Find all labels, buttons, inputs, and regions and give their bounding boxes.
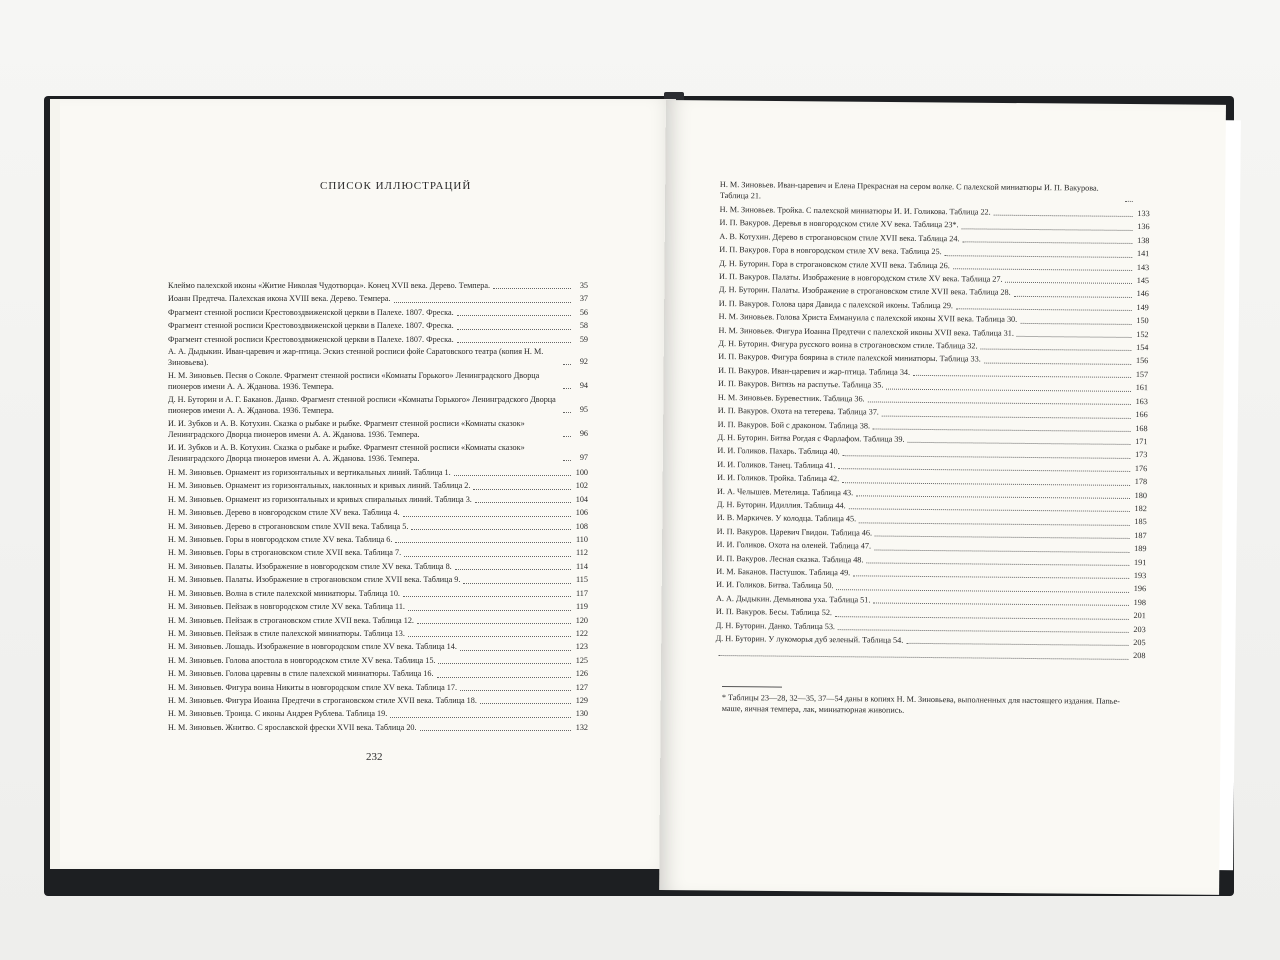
toc-entry-page: 97: [579, 452, 588, 462]
toc-entry-title: Д. Н. Буторин. У лукоморья дуб зеленый. Таблица 54.: [715, 633, 904, 645]
toc-entry: [168, 667, 588, 680]
toc-leader-dots: [962, 241, 1132, 245]
toc-entry-page: 117: [576, 588, 588, 598]
toc-leader-dots: [563, 387, 571, 389]
toc-entry: [168, 279, 588, 292]
toc-leader-dots: [454, 474, 571, 476]
toc-entry-page: 132: [575, 722, 588, 732]
toc-leader-dots: [438, 662, 571, 664]
toc-leader-dots: [868, 401, 1131, 406]
toc-entry: [168, 292, 588, 305]
toc-entry: [168, 560, 588, 573]
toc-entry: [168, 306, 588, 319]
toc-entry: [168, 370, 588, 392]
toc-entry-title: И. И. Зубков и А. В. Котухин. Сказка о рыбаке и рыбке. Фрагмент стенной росписи «Комнаты сказок» Ленинградского Дворца пионеров имени А. А. Жданова. 1936. Темпера.: [168, 443, 525, 464]
toc-entry-title: Иоанн Предтеча. Палехская икона XVIII века. Дерево. Темпера.: [168, 294, 391, 304]
toc-entry-page: 114: [576, 561, 588, 571]
toc-entry-title: Н. М. Зиновьев. Палаты. Изображение в строгановском стиле XVII века. Таблица 9.: [168, 575, 461, 585]
toc-entry-page: 150: [1136, 316, 1149, 326]
toc-entry-page: 136: [1137, 222, 1150, 232]
toc-entry-page: 123: [575, 642, 588, 652]
toc-entry-title: А. В. Котухин. Дерево в строгановском стиле XVII века. Таблица 24.: [719, 231, 960, 244]
toc-entry-page: 102: [575, 481, 588, 491]
toc-entry-title: Н. М. Зиновьев. Фигура воина Никиты в новгородском стиле XV века. Таблица 17.: [168, 682, 457, 692]
toc-leader-dots: [460, 689, 571, 691]
toc-entry-title: И. В. Маркичев. У колодца. Таблица 45.: [716, 513, 857, 524]
toc-entry-page: 173: [1135, 450, 1148, 460]
toc-leader-dots: [417, 622, 571, 624]
toc-entry-title: Н. М. Зиновьев. Горы в строгановском стиле XVII века. Таблица 7.: [168, 548, 402, 558]
toc-entry-page: 185: [1134, 517, 1147, 527]
toc-entry: [168, 520, 588, 533]
toc-leader-dots: [838, 628, 1129, 633]
toc-entry-page: 120: [575, 615, 588, 625]
toc-leader-dots: [394, 301, 571, 303]
toc-entry-title: Н. М. Зиновьев. Орнамент из горизонтальных и кривых спиральных линий. Таблица 3.: [168, 494, 472, 504]
toc-entry-page: 166: [1135, 410, 1148, 420]
toc-entry: [168, 694, 588, 707]
toc-leader-dots: [480, 702, 571, 704]
toc-entry-page: 119: [576, 602, 588, 612]
toc-entry-title: Д. Н. Буторин. Фигура русского воина в строгановском стиле. Таблица 32.: [718, 339, 978, 351]
toc-entry-page: 161: [1135, 383, 1149, 393]
toc-leader-dots: [874, 548, 1129, 552]
toc-entry-title: И. П. Вакуров. Иван-царевич и жар-птица. Таблица 34.: [718, 365, 911, 377]
toc-entry-page: 130: [575, 709, 588, 719]
toc-leader-dots: [437, 676, 571, 678]
toc-leader-dots: [981, 348, 1132, 351]
toc-entry-page: 126: [575, 669, 588, 679]
toc-entry: [168, 546, 588, 559]
toc-entry-title: И. И. Голиков. Тройка. Таблица 42.: [717, 473, 840, 484]
toc-entry-title: И. И. Голиков. Охота на оленей. Таблица 47.: [716, 540, 872, 551]
toc-entry-page: 168: [1135, 423, 1148, 433]
toc-entry-page: 110: [576, 535, 588, 545]
toc-entry-page: 104: [575, 494, 588, 504]
toc-entry-page: 92: [579, 356, 588, 366]
toc-entry-title: Н. М. Зиновьев. Тройка. С палехской миниатюры И. И. Голикова. Таблица 22.: [719, 204, 991, 217]
toc-entry: [168, 466, 588, 479]
toc-leader-dots: [1017, 335, 1132, 338]
toc-leader-dots: [866, 561, 1129, 566]
toc-entry-title: Н. М. Зиновьев. Дерево в новгородском стиле XV века. Таблица 4.: [168, 508, 400, 518]
toc-leader-dots: [563, 435, 571, 437]
footnote-text: * Таблицы 23—28, 32—35, 37—54 даны в копиях Н. М. Зиновьева, выполненных для настоящего издания. Папье-маше, яичная темпера, лак, миниатюрная живопись.: [721, 692, 1120, 715]
toc-leader-dots: [563, 411, 571, 413]
toc-leader-dots: [882, 414, 1131, 418]
toc-entry: [168, 346, 588, 368]
toc-entry-page: 182: [1134, 503, 1147, 514]
toc-entry-title: Н. М. Зиновьев. Дерево в строгановском стиле XVII века. Таблица 5.: [168, 521, 409, 531]
toc-leader-dots: [408, 635, 571, 637]
toc-entry-title: Н. М. Зиновьев. Палаты. Изображение в новгородском стиле XV века. Таблица 8.: [168, 561, 452, 571]
toc-leader-dots: [420, 729, 571, 731]
toc-entry: [168, 640, 588, 653]
toc-leader-dots: [849, 508, 1130, 513]
toc-entry-page: 106: [575, 508, 588, 518]
toc-entry-page: 112: [576, 548, 588, 558]
toc-entry-title: И. П. Вакуров. Фигура боярина в стиле палехской миниатюры. Таблица 33.: [718, 352, 981, 364]
toc-entry-title: Н. М. Зиновьев. Буревестник. Таблица 36.: [717, 392, 865, 404]
toc-entry-title: Н. М. Зиновьев. Голова апостола в новгородском стиле XV века. Таблица 15.: [168, 655, 436, 665]
toc-leader-dots: [835, 615, 1129, 620]
toc-entry: [168, 614, 588, 627]
toc-entry: [168, 418, 588, 440]
toc-entry-page: 58: [579, 321, 588, 331]
toc-entry-title: И. И. Голиков. Пахарь. Таблица 40.: [717, 446, 840, 457]
toc-entry-title: Н. М. Зиновьев. Троица. С иконы Андрея Рублева. Таблица 19.: [168, 709, 388, 719]
toc-entry-page: 201: [1133, 611, 1146, 621]
toc-entry-page: 196: [1133, 584, 1147, 594]
toc-entry-title: Н. М. Зиновьев. Лошадь. Изображение в новгородском стиле XV века. Таблица 14.: [168, 642, 457, 652]
toc-entry-page: 127: [575, 682, 588, 692]
footnote: [722, 686, 1122, 718]
toc-entry-page: 154: [1136, 343, 1149, 353]
toc-leader-dots: [411, 528, 571, 530]
toc-entry-page: 171: [1135, 436, 1148, 447]
toc-entry-page: 138: [1137, 235, 1150, 245]
toc-entry-page: 129: [575, 695, 588, 705]
toc-entry-title: И. П. Вакуров. Бесы. Таблица 52.: [715, 607, 833, 618]
toc-leader-dots: [962, 227, 1133, 231]
toc-entry-page: 203: [1133, 624, 1146, 634]
toc-entry-title: Н. М. Зиновьев. Орнамент из горизонтальных и вертикальных линий. Таблица 1.: [168, 468, 451, 478]
toc-leader-dots: [457, 314, 571, 316]
toc-entry: [168, 654, 588, 667]
toc-entry-title: Н. М. Зиновьев. Голова царевны в стиле палехской миниатюры. Таблица 16.: [168, 669, 434, 679]
toc-entry: [720, 179, 1150, 205]
toc-entry: [168, 442, 588, 464]
toc-leader-dots: [906, 642, 1128, 646]
toc-entry-page: 125: [575, 655, 588, 665]
toc-entry-title: Д. Н. Буторин. Гора в строгановском стиле XVII века. Таблица 26.: [719, 258, 950, 270]
toc-leader-dots: [460, 649, 571, 651]
toc-entry-page: 108: [575, 521, 588, 531]
toc-entry: [168, 319, 588, 332]
toc-entry-title: Н. М. Зиновьев. Горы в новгородском стиле XV века. Таблица 6.: [168, 535, 393, 545]
toc-entry-title: И. И. Голиков. Танец. Таблица 41.: [717, 459, 836, 470]
toc-entry: [168, 587, 588, 600]
toc-entry-title: Д. Н. Буторин. Идиллия. Таблица 44.: [716, 499, 846, 511]
toc-entry-page: 35: [579, 281, 588, 290]
toc-entry-page: 191: [1134, 557, 1147, 567]
toc-entry-title: Н. М. Зиновьев. Жнитво. С ярославской фрески XVII века. Таблица 20.: [168, 722, 417, 732]
toc-entry-title: И. П. Вакуров. Палаты. Изображение в новгородском стиле XV века. Таблица 27.: [719, 272, 1003, 284]
toc-entry-page: 178: [1134, 477, 1148, 487]
toc-entry-page: 96: [579, 428, 588, 438]
toc-leader-dots: [994, 214, 1133, 217]
toc-entry-page: 56: [579, 307, 588, 317]
toc-leader-dots: [390, 716, 571, 718]
toc-leader-dots: [408, 609, 571, 611]
toc-leader-dots: [473, 488, 571, 490]
toc-entry-title: И. П. Вакуров. Витязь на распутье. Таблица 35.: [717, 379, 884, 390]
toc-entry-title: И. И. Зубков и А. В. Котухин. Сказка о рыбаке и рыбке. Фрагмент стенной росписи «Комнаты сказок» Ленинградского Дворца пионеров имени А. А. Жданова. 1936. Темпера.: [168, 419, 525, 440]
toc-entry-title: Н. М. Зиновьев. Фигура Иоанна Предтечи с палехской иконы XVII века. Таблица 31.: [718, 325, 1014, 338]
toc-leader-dots: [853, 575, 1129, 580]
toc-entry-title: Д. Н. Буторин. Данко. Таблица 53.: [715, 620, 836, 631]
toc-leader-dots: [457, 328, 571, 330]
toc-entry-page: 152: [1136, 329, 1149, 339]
toc-entry-title: А. А. Дыдыкин. Демьянова уха. Таблица 51.: [715, 593, 871, 605]
toc-leader-dots: [856, 494, 1130, 499]
toc-entry-title: Н. М. Зиновьев. Пейзаж в стиле палехской миниатюры. Таблица 13.: [168, 628, 405, 638]
toc-entry-page: 193: [1133, 570, 1147, 581]
toc-right-list: [715, 179, 1150, 663]
toc-entry: [168, 506, 588, 519]
toc-entry-title: Н. М. Зиновьев. Голова Христа Еммануила с палехской иконы XVII века. Таблица 30.: [718, 312, 1018, 325]
toc-entry-page: 122: [575, 628, 588, 638]
toc-entry: [168, 707, 588, 720]
page-title: СПИСОК ИЛЛЮСТРАЦИЙ: [320, 180, 472, 192]
footnote-rule: [722, 686, 782, 688]
toc-leader-dots: [838, 467, 1130, 472]
toc-entry-title: Клеймо палехской иконы «Житие Николая Чудотворца». Конец XVII века. Дерево. Темпера.: [168, 281, 491, 290]
toc-entry-page: 180: [1134, 490, 1148, 500]
toc-entry-page: 100: [575, 468, 588, 478]
toc-entry-title: И. И. Голиков. Битва. Таблица 50.: [716, 580, 834, 591]
toc-leader-dots: [956, 308, 1132, 312]
toc-leader-dots: [493, 287, 571, 289]
toc-entry-title: Н. М. Зиновьев. Пейзаж в строгановском стиле XVII века. Таблица 12.: [168, 615, 414, 625]
toc-leader-dots: [1014, 295, 1132, 298]
toc-entry-page: 198: [1133, 597, 1146, 607]
toc-leader-dots: [455, 568, 571, 570]
toc-entry: [168, 573, 588, 586]
toc-entry: [168, 533, 588, 546]
toc-entry-page: 37: [579, 294, 588, 304]
toc-leader-dots: [908, 441, 1131, 445]
toc-entry-title: Д. Н. Буторин. Битва Рогдая с Фарлафом. Таблица 39.: [717, 432, 905, 444]
toc-entry: [168, 681, 588, 694]
toc-leader-dots: [1005, 281, 1132, 284]
toc-leader-dots: [913, 374, 1131, 378]
toc-leader-dots: [873, 427, 1131, 431]
toc-leader-dots: [457, 341, 571, 343]
toc-entry-title: Д. Н. Буторин и А. Г. Баканов. Данко. Фрагмент стенной росписи «Комнаты Горького» Ленинградского Дворца пионеров имени А. А. Жданова. 1936. Темпера.: [168, 395, 556, 416]
toc-entry-title: И. М. Баканов. Пастушок. Таблица 49.: [716, 566, 851, 578]
toc-leader-dots: [875, 535, 1130, 539]
toc-entry: [168, 493, 588, 506]
toc-leader-dots: [953, 267, 1132, 271]
toc-entry: [168, 333, 588, 346]
toc-entry-page: 141: [1136, 249, 1150, 259]
toc-entry-title: И. П. Вакуров. Лесная сказка. Таблица 48.: [716, 553, 864, 564]
toc-entry: [168, 600, 588, 613]
toc-entry-title: И. А. Челышев. Метелица. Таблица 43.: [716, 486, 854, 497]
toc-leader-dots: [1020, 322, 1131, 325]
toc-leader-dots: [403, 595, 571, 597]
toc-entry-title: И. П. Вакуров. Бой с драконом. Таблица 38.: [717, 419, 871, 430]
toc-entry-page: 59: [579, 334, 588, 344]
toc-entry-title: Н. М. Зиновьев. Песня о Соколе. Фрагмент стенной росписи «Комнаты Горького» Ленинградского Дворца пионеров имени А. А. Жданова. 1936. Темпера.: [168, 371, 540, 392]
toc-leader-dots: [395, 541, 571, 543]
toc-entry: [168, 721, 588, 734]
toc-entry-title: Д. Н. Буторин. Палаты. Изображение в строгановском стиле XVII века. Таблица 28.: [718, 285, 1011, 298]
toc-leader-dots: [563, 459, 571, 461]
toc-entry-page: 205: [1133, 637, 1146, 648]
toc-leader-dots: [475, 501, 571, 503]
toc-entry-page: 189: [1134, 544, 1147, 554]
toc-entry-title: Н. М. Зиновьев. Иван-царевич и Елена Прекрасная на сером волке. С палехской миниатюры И. П. Вакурова. Таблица 21.: [719, 179, 1099, 201]
toc-entry-page: 149: [1136, 302, 1149, 312]
toc-entry-page: 143: [1136, 262, 1150, 272]
toc-leader-dots: [463, 582, 571, 584]
toc-entry-page: 95: [579, 404, 588, 414]
toc-entry-title: И. П. Вакуров. Деревья в новгородском стиле XV века. Таблица 23*.: [719, 218, 959, 230]
page-number: 232: [366, 751, 383, 763]
toc-entry-page: 115: [576, 575, 588, 585]
toc-entry-page: 208: [1133, 651, 1146, 661]
toc-leader-dots: [859, 521, 1130, 526]
toc-leader-dots: [1125, 200, 1133, 202]
toc-leader-dots: [843, 454, 1131, 459]
toc-leader-dots: [836, 588, 1129, 593]
toc-leader-dots: [873, 602, 1129, 606]
toc-leader-dots: [718, 654, 1128, 660]
toc-entry-title: Фрагмент стенной росписи Крестовоздвиженской церкви в Палехе. 1807. Фреска.: [168, 334, 454, 344]
toc-entry-page: 163: [1135, 396, 1148, 406]
toc-entry: [168, 479, 588, 492]
toc-entry-title: Фрагмент стенной росписи Крестовоздвиженской церкви в Палехе. 1807. Фреска.: [168, 307, 454, 317]
toc-entry-title: Н. М. Зиновьев. Волна в стиле палехской миниатюры. Таблица 10.: [168, 588, 400, 598]
toc-left-list: [168, 279, 588, 734]
toc-entry-page: 145: [1136, 276, 1150, 286]
toc-entry-page: 133: [1137, 209, 1150, 219]
toc-entry-title: А. А. Дыдыкин. Иван-царевич и жар-птица. Эскиз стенной росписи фойе Саратовского театра (копия Н. М. Зиновьева).: [168, 347, 544, 368]
toc-entry: [168, 627, 588, 640]
toc-leader-dots: [945, 254, 1133, 258]
toc-entry: [168, 394, 588, 416]
toc-entry-title: Н. М. Зиновьев. Фигура Иоанна Предтечи в строгановском стиле XVII века. Таблица 18.: [168, 695, 477, 705]
toc-leader-dots: [886, 387, 1131, 391]
toc-entry-page: 176: [1134, 463, 1148, 473]
toc-leader-dots: [842, 481, 1130, 486]
toc-entry-page: 156: [1135, 356, 1149, 366]
toc-entry-page: 187: [1134, 530, 1147, 540]
toc-entry-page: 94: [579, 380, 588, 390]
toc-leader-dots: [404, 555, 571, 557]
toc-entry-title: Н. М. Зиновьев. Орнамент из горизонтальных, наклонных и кривых линий. Таблица 2.: [168, 481, 471, 491]
toc-entry-title: И. П. Вакуров. Царевич Гвидон. Таблица 46.: [716, 526, 873, 538]
toc-entry-title: И. П. Вакуров. Гора в новгородском стиле XV века. Таблица 25.: [719, 245, 942, 257]
toc-leader-dots: [563, 363, 571, 365]
toc-entry-title: И. П. Вакуров. Охота на тетерева. Таблица 37.: [717, 406, 879, 417]
toc-entry-page: 157: [1135, 369, 1149, 379]
toc-entry-title: И. П. Вакуров. Голова царя Давида с палехской иконы. Таблица 29.: [718, 298, 954, 311]
toc-entry-title: Фрагмент стенной росписи Крестовоздвиженской церкви в Палехе. 1807. Фреска.: [168, 321, 454, 331]
toc-leader-dots: [984, 361, 1131, 364]
toc-leader-dots: [403, 515, 571, 517]
toc-entry-page: 146: [1136, 289, 1149, 299]
toc-entry-title: Н. М. Зиновьев. Пейзаж в новгородском стиле XV века. Таблица 11.: [168, 602, 405, 612]
